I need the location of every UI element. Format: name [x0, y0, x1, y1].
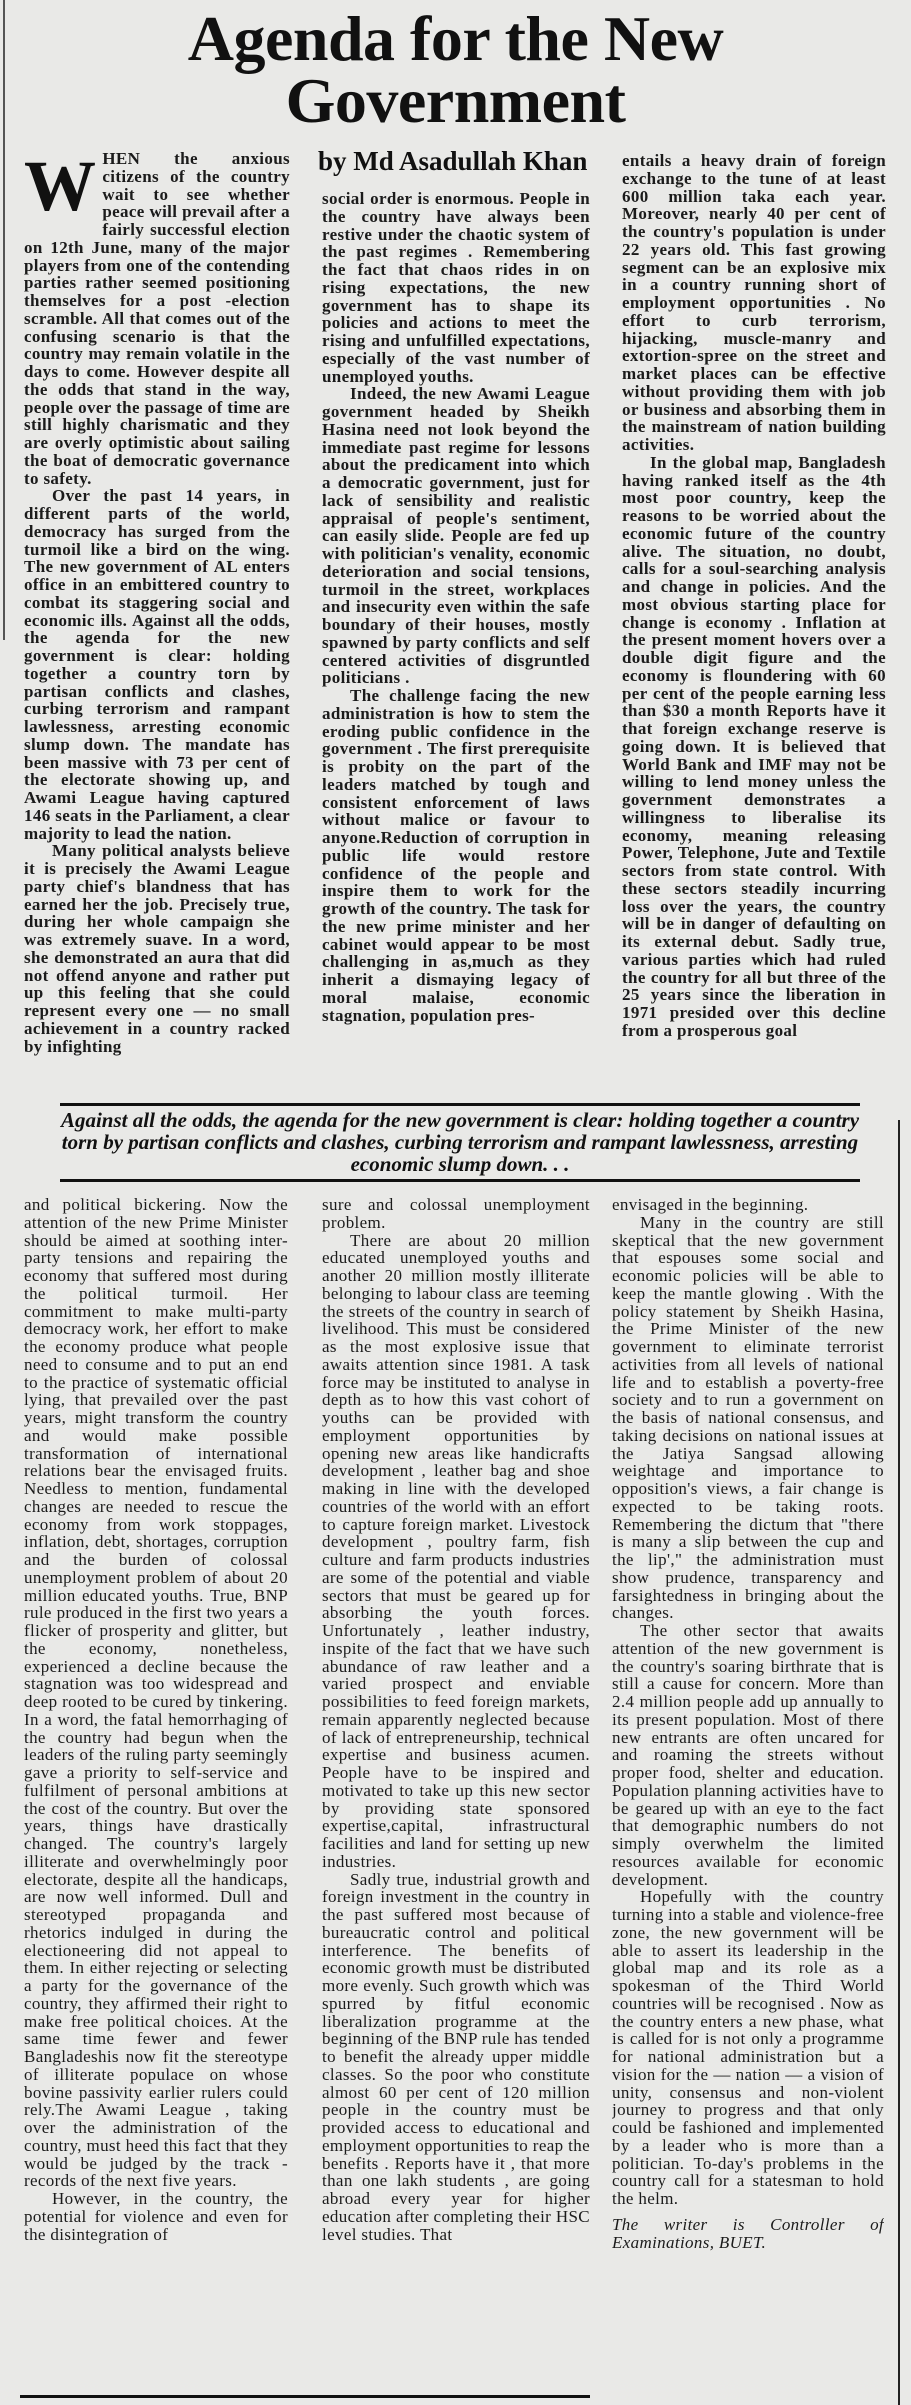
- author-note: The writer is Controller of Examinations, BUET.: [612, 2214, 884, 2252]
- upper-column-3: [622, 152, 886, 1098]
- paragraph: The challenge facing the new administration is how to stem the eroding public confidence in the government . The first prerequisite is probity on the part of the leaders matched by tough and consistent enforcement of laws without malice or favour to anyone.Reduction of corruption in public life would restore confidence of the people and inspire them to work for the growth of the country. The task for the new prime minister and her cabinet would appear to be most challenging in as,much as they inherit a dismaying legacy of moral malaise, economic stagnation, population pres-: [322, 686, 590, 1025]
- lower-column-3: [612, 1196, 884, 2401]
- paragraph: The other sector that awaits attention of the new government is the country's soaring birthrate that is still a cause for concern. More than 2.4 million people add up annually to its present population. Most of there new entrants are often uncared for and roaming the streets without proper food, shelter and education. Population planning activities have to be geared up with an eye to the fact that demographic numbers do not simply overwhelm the limited resources available for economic development.: [612, 1621, 884, 1889]
- lower-column-1: [24, 1196, 288, 2388]
- paragraph: envisaged in the beginning.: [612, 1196, 809, 1214]
- paragraph: Many in the country are still skeptical that the new government that espouses some social and economic policies will be able to keep the mantle glowing . With the policy statement by Sheikh Hasina, the Prime Minister of the new government to eliminate terrorist activities from all levels of national life and to establish a poverty-free society and to run a government on the basis of national consensus, and taking decisions on national issues at the Jatiya Sangsad allowing weightage and importance to opposition's views, a fair change is expected to be taking roots. Remembering the dictum that "there is many a slip between the cup and the lip'," the administration must show prudence, transparency and farsightedness in bringing about the changes.: [612, 1212, 884, 1623]
- paragraph: and political bickering. Now the attention of the new Prime Minister should be aimed at soothing inter-party tensions and repairing the economy that suffered most during the political turmoil. Her commitment to make multi-party democracy work, her effort to make the economy produce what people need to consume and to put an end to the practice of systematic official lying, that prevailed over the past years, might transform the country and would make possible transformation of international relations bear the envisaged fruits. Needless to mention, fundamental changes are needed to rescue the economy from work stoppages, inflation, debt, shortages, corruption and the burden of colossal unemployment problem of about 20 million educated youths. True, BNP rule produced in the first two years a flicker of prosperity and glitter, but the economy, nonetheless, experienced a decline because the stagnation was too widespread and deep rooted to be cured by tinkering. In a word, the fatal hemorrhaging of the country had begun when the leaders of the ruling party seemingly gave a priority to self-service and fulfilment of personal ambitions at the cost of the country. But over the years, things have drastically changed. The country's largely illiterate and overwhelmingly poor electorate, despite all the handicaps, are now well informed. Dull and stereotyped propaganda and rhetorics indulged in during the electioneering did not appeal to them. In either rejecting or selecting a party for the governance of the country, they affirmed their right to make free political choices. At the same time fewer and fewer Bangladeshis now fit the stereotype of illiterate populace on whose bovine passivity earlier rulers could rely.The Awami League , taking over the administration of the country, must heed this fact that they would be judged by the track -records of the next five years.: [24, 1196, 288, 2191]
- byline: by Md Asadullah Khan: [318, 146, 588, 176]
- upper-column-1: [24, 150, 290, 1098]
- paragraph: Hopefully with the country turning into a stable and violence-free zone, the new government will be able to assert its leadership in the global map and its role as a spokesman of the Third World countries will be recognised . Now as the country enters a new phase, what is called for is not only a programme for national administration but a vision for the — nation — a vision of unity, consensus and non-violent journey to progress and that only could be fashioned and implemented by a leader who is more than a politician. To-day's problems in the country call for a statesman to hold the helm.: [612, 1887, 884, 2208]
- bottom-rule: [20, 2395, 590, 2398]
- paragraph: HEN the anxious citizens of the country wait to see whether peace will prevail after a fairly successful election on 12th June, many of the major players from one of the contending parties rather seemed positioning themselves for a post -election scramble. All that comes out of the confusing scenario is that the country may remain volatile in the days to come. However despite all the odds that stand in the way, people over the passage of time are still highly charismatic and they are overly optimistic about sailing the boat of democratic governance to safety.: [24, 150, 290, 488]
- paragraph: There are about 20 million educated unemployed youths and another 20 million mostly illiterate belonging to labour class are teeming the streets of the country in search of livelihood. This must be considered as the most explosive issue that awaits attention since 1981. A task force may be instituted to analyse in depth as to how this vast cohort of youths can be provided with employment opportunities by opening new areas like handicrafts development , leather bag and shoe making in line with the developed countries of the world with an effort to capture foreign market. Livestock development , poultry farm, fish culture and farm products industries are some of the potential and viable sectors that must be geared up for absorbing the youth forces. Unfortunately , leather industry, inspite of the fact that we have such abundance of raw leather and a varied prospect and enviable possibilities to feed foreign markets, remain apparently neglected because of lack of entrepreneurship, technical expertise and business acumen. People have to be inspired and motivated to take up this new sector by providing state sponsored expertise,capital, infrastructural facilities and land for setting up new industries.: [322, 1230, 590, 1871]
- paragraph: Indeed, the new Awami League government headed by Sheikh Hasina need not look beyond the immediate past regime for lessons about the predicament into which a democratic government, just for lack of sensibility and realistic appraisal of people's sentiment, can easily slide. People are fed up with politician's venality, economic deterioration and social tensions, turmoil in the street, workplaces and insecurity even within the safe boundary of their houses, mostly spawned by party conflicts and self centered activities of disgruntled politicians .: [322, 384, 590, 688]
- paragraph: sure and colossal unemployment problem.: [322, 1196, 590, 1232]
- headline-line-2: Government: [285, 65, 626, 136]
- paragraph: In the global map, Bangladesh having ranked itself as the 4th most poor country, keep the reasons to be worried about the economic future of the country alive. The situation, no doubt, calls for a soul-searching analysis and change in policies. And the most obvious starting place for change is economy . Inflation at the present moment hovers over a double digit figure and the economy is floundering with 60 per cent of the people earning less than $30 a month Reports have it that foreign exchange reserve is going down. It is believed that World Bank and IMF may not be willing to lend money unless the government demonstrates a willingness to liberalise its economy, meaning releasing Power, Telephone, Jute and Textile sectors from state control. With these sectors steadily incurring loss over the years, the country will be in danger of defaulting on its external debut. Sadly true, various parties which had ruled the country for all but three of the 25 years since the liberation in 1971 presided over this decline from a prosperous goal: [622, 452, 886, 1040]
- lower-column-2: [322, 1196, 590, 2388]
- paragraph: social order is enormous. People in the country have always been restive under the chaotic system of the past regimes . Remembering the fact that chaos rides in on rising expectations, the new government has to shape its policies and actions to meet the rising and unfulfilled expectations, especially of the vast number of unemployed youths.: [322, 190, 590, 386]
- pull-quote: Against all the odds, the agenda for the new government is clear: holding together a country torn by partisan conflicts and clashes, curbing terrorism and rampant lawlessness, arresting economic slump down. . .: [60, 1103, 860, 1182]
- headline: [0, 3, 911, 136]
- upper-column-2: [322, 190, 590, 1098]
- paragraph: Over the past 14 years, in different parts of the world, democracy has surged from the turmoil like a bird on the wing. The new government of AL enters office in an embittered country to combat its staggering social and economic ills. Against all the odds, the agenda for the new government is clear: holding together a country torn by partisan conflicts and clashes, curbing terrorism and rampant lawlessness, arresting economic slump down. The mandate has been massive with 73 per cent of the electorate showing up, and Awami League having captured 146 seats in the Parliament, a clear majority to lead the nation.: [24, 486, 290, 843]
- paragraph: However, in the country, the potential for violence and even for the disintegration of: [24, 2189, 288, 2244]
- paragraph: entails a heavy drain of foreign exchange to the tune of at least 600 million taka each year. Moreover, nearly 40 per cent of the country's population is under 22 years old. This fast growing segment can be an explosive mix in a country running short of employment opportunities . No effort to curb terrorism, hijacking, muscle-manry and extortion-spree on the street and market places can be effective without providing them with job or business and absorbing them in the mainstream of nation building activities.: [622, 152, 886, 454]
- paragraph: Sadly true, industrial growth and foreign investment in the country in the past suffered most because of bureaucratic control and political interference. The benefits of economic growth must be distributed more evenly. Such growth which was spurred by fitful economic liberalization programme at the beginning of the BNP rule has tended to benefit the already upper middle classes. So the poor who constitute almost 60 per cent of 120 million people in the country must be provided access to educational and employment opportunities to reap the benefits . Reports have it , that more than one lakh students , are going abroad every year for higher education after completing their HSC level studies. That: [322, 1869, 590, 2244]
- drop-cap: W: [24, 150, 97, 226]
- headline-line-1: Agenda for the New: [187, 3, 724, 74]
- right-border-rule: [898, 1120, 900, 2405]
- paragraph: Many political analysts believe it is precisely the Awami League party chief's blandness that has earned her the job. Precisely true, during her whole campaign she was extremely suave. In a word, she demonstrated an aura that did not offend anyone and rather put up this feeling that she could represent every one — no small achievement in a country racked by infighting: [24, 841, 290, 1056]
